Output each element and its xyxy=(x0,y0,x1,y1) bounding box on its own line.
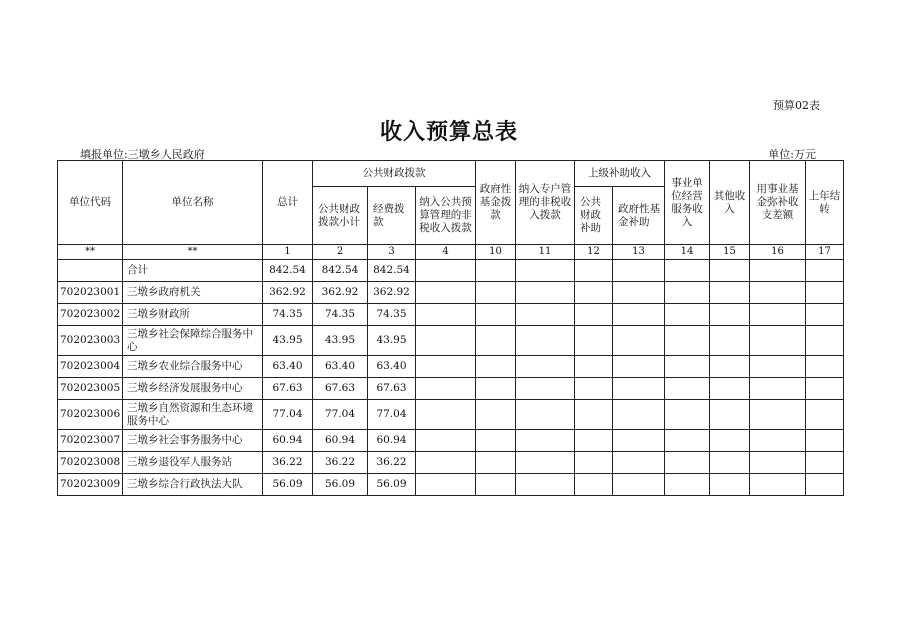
subtotal-cell: 43.95 xyxy=(313,326,368,356)
index-cell: 12 xyxy=(575,245,613,260)
empty-cell xyxy=(710,430,750,452)
table-row xyxy=(58,356,844,378)
subtotal-cell: 77.04 xyxy=(313,400,368,430)
total-cell: 56.09 xyxy=(263,474,313,496)
table-row xyxy=(58,326,844,356)
empty-cell xyxy=(665,326,710,356)
total-cell: 60.94 xyxy=(263,430,313,452)
name-cell: 三墩乡政府机关 xyxy=(123,282,263,304)
empty-cell xyxy=(416,400,476,430)
index-cell: 2 xyxy=(313,245,368,260)
empty-cell xyxy=(613,356,665,378)
budget-table xyxy=(57,160,844,496)
empty-cell xyxy=(710,304,750,326)
expense-cell: 43.95 xyxy=(368,326,416,356)
empty-cell xyxy=(575,356,613,378)
empty-cell xyxy=(476,474,516,496)
empty-cell xyxy=(750,304,806,326)
empty-cell xyxy=(476,430,516,452)
empty-cell xyxy=(575,400,613,430)
total-cell: 77.04 xyxy=(263,400,313,430)
empty-cell xyxy=(416,378,476,400)
code-cell: 702023004 xyxy=(58,356,123,378)
header-public-subtotal: 公共财政拨款小计 xyxy=(313,187,368,245)
empty-cell xyxy=(710,260,750,282)
table-row xyxy=(58,282,844,304)
empty-cell xyxy=(516,400,575,430)
empty-cell xyxy=(806,452,844,474)
table-row xyxy=(58,474,844,496)
empty-cell xyxy=(710,282,750,304)
empty-cell xyxy=(575,430,613,452)
index-cell: 16 xyxy=(750,245,806,260)
empty-cell xyxy=(665,356,710,378)
header-code: 单位代码 xyxy=(58,161,123,245)
empty-cell xyxy=(476,400,516,430)
empty-cell xyxy=(750,282,806,304)
empty-cell xyxy=(575,282,613,304)
code-cell: 702023002 xyxy=(58,304,123,326)
name-cell: 三墩乡社会事务服务中心 xyxy=(123,430,263,452)
empty-cell xyxy=(416,304,476,326)
empty-cell xyxy=(750,326,806,356)
empty-cell xyxy=(710,378,750,400)
empty-cell xyxy=(806,430,844,452)
empty-cell xyxy=(750,378,806,400)
code-cell xyxy=(58,260,123,282)
empty-cell xyxy=(665,474,710,496)
empty-cell xyxy=(613,474,665,496)
empty-cell xyxy=(806,260,844,282)
empty-cell xyxy=(575,304,613,326)
empty-cell xyxy=(750,400,806,430)
total-cell: 67.63 xyxy=(263,378,313,400)
empty-cell xyxy=(750,356,806,378)
index-cell: ** xyxy=(123,245,263,260)
code-cell: 702023001 xyxy=(58,282,123,304)
table-row xyxy=(58,304,844,326)
total-cell: 43.95 xyxy=(263,326,313,356)
empty-cell xyxy=(613,452,665,474)
empty-cell xyxy=(665,304,710,326)
empty-cell xyxy=(750,260,806,282)
code-cell: 702023009 xyxy=(58,474,123,496)
empty-cell xyxy=(516,282,575,304)
empty-cell xyxy=(710,400,750,430)
index-cell: 14 xyxy=(665,245,710,260)
table-row xyxy=(58,452,844,474)
header-other: 其他收入 xyxy=(710,161,750,245)
subtotal-cell: 842.54 xyxy=(313,260,368,282)
index-cell: 4 xyxy=(416,245,476,260)
empty-cell xyxy=(516,326,575,356)
form-code: 预算02表 xyxy=(773,99,820,112)
empty-cell xyxy=(476,260,516,282)
empty-cell xyxy=(416,326,476,356)
empty-cell xyxy=(665,452,710,474)
code-cell: 702023003 xyxy=(58,326,123,356)
empty-cell xyxy=(806,474,844,496)
empty-cell xyxy=(665,378,710,400)
header-nontax: 纳入公共预算管理的非税收入拨款 xyxy=(416,187,476,245)
page-title: 收入预算总表 xyxy=(379,120,518,145)
index-cell: 10 xyxy=(476,245,516,260)
header-biz-fund: 用事业基金弥补收支差额 xyxy=(750,161,806,245)
header-public-group: 公共财政拨款 xyxy=(313,161,476,187)
empty-cell xyxy=(516,378,575,400)
empty-cell xyxy=(516,304,575,326)
name-cell: 合计 xyxy=(123,260,263,282)
empty-cell xyxy=(613,400,665,430)
empty-cell xyxy=(806,400,844,430)
empty-cell xyxy=(613,326,665,356)
header-name: 单位名称 xyxy=(123,161,263,245)
empty-cell xyxy=(750,452,806,474)
table-row xyxy=(58,400,844,430)
empty-cell xyxy=(710,356,750,378)
empty-cell xyxy=(806,378,844,400)
index-cell: 13 xyxy=(613,245,665,260)
total-cell: 842.54 xyxy=(263,260,313,282)
empty-cell xyxy=(416,356,476,378)
name-cell: 三墩乡经济发展服务中心 xyxy=(123,378,263,400)
header-carryover: 上年结转 xyxy=(806,161,844,245)
subtotal-cell: 67.63 xyxy=(313,378,368,400)
name-cell: 三墩乡财政所 xyxy=(123,304,263,326)
header-biz-income: 事业单位经营服务收入 xyxy=(665,161,710,245)
subtotal-cell: 60.94 xyxy=(313,430,368,452)
empty-cell xyxy=(416,430,476,452)
empty-cell xyxy=(575,326,613,356)
empty-cell xyxy=(516,430,575,452)
subtotal-cell: 74.35 xyxy=(313,304,368,326)
empty-cell xyxy=(476,378,516,400)
empty-cell xyxy=(613,260,665,282)
empty-cell xyxy=(516,452,575,474)
empty-cell xyxy=(613,378,665,400)
header-special-nontax: 纳入专户管理的非税收入拨款 xyxy=(516,161,575,245)
total-cell: 362.92 xyxy=(263,282,313,304)
index-cell: 15 xyxy=(710,245,750,260)
header-upper-public: 公共财政补助 xyxy=(575,187,613,245)
code-cell: 702023007 xyxy=(58,430,123,452)
header-gov-fund: 政府性基金拨款 xyxy=(476,161,516,245)
code-cell: 702023008 xyxy=(58,452,123,474)
index-cell: 3 xyxy=(368,245,416,260)
expense-cell: 67.63 xyxy=(368,378,416,400)
empty-cell xyxy=(476,326,516,356)
subtotal-cell: 63.40 xyxy=(313,356,368,378)
table-row xyxy=(58,378,844,400)
empty-cell xyxy=(516,474,575,496)
filler-unit: 填报单位:三墩乡人民政府 xyxy=(80,148,205,161)
expense-cell: 362.92 xyxy=(368,282,416,304)
expense-cell: 842.54 xyxy=(368,260,416,282)
name-cell: 三墩乡社会保障综合服务中心 xyxy=(123,326,263,356)
subtotal-cell: 36.22 xyxy=(313,452,368,474)
index-cell: 11 xyxy=(516,245,575,260)
empty-cell xyxy=(516,356,575,378)
expense-cell: 74.35 xyxy=(368,304,416,326)
empty-cell xyxy=(476,452,516,474)
empty-cell xyxy=(806,356,844,378)
empty-cell xyxy=(710,326,750,356)
name-cell: 三墩乡农业综合服务中心 xyxy=(123,356,263,378)
table-row xyxy=(58,260,844,282)
index-cell: 1 xyxy=(263,245,313,260)
empty-cell xyxy=(710,474,750,496)
expense-cell: 63.40 xyxy=(368,356,416,378)
empty-cell xyxy=(476,356,516,378)
index-row xyxy=(58,245,844,260)
empty-cell xyxy=(575,378,613,400)
name-cell: 三墩乡退役军人服务站 xyxy=(123,452,263,474)
empty-cell xyxy=(416,282,476,304)
empty-cell xyxy=(516,260,575,282)
expense-cell: 36.22 xyxy=(368,452,416,474)
index-cell: ** xyxy=(58,245,123,260)
index-cell: 17 xyxy=(806,245,844,260)
total-cell: 36.22 xyxy=(263,452,313,474)
empty-cell xyxy=(416,452,476,474)
empty-cell xyxy=(575,260,613,282)
empty-cell xyxy=(806,282,844,304)
empty-cell xyxy=(575,452,613,474)
empty-cell xyxy=(806,326,844,356)
empty-cell xyxy=(710,452,750,474)
total-cell: 63.40 xyxy=(263,356,313,378)
name-cell: 三墩乡自然资源和生态环境服务中心 xyxy=(123,400,263,430)
empty-cell xyxy=(750,430,806,452)
empty-cell xyxy=(665,400,710,430)
expense-cell: 56.09 xyxy=(368,474,416,496)
empty-cell xyxy=(476,304,516,326)
money-unit: 单位:万元 xyxy=(768,148,816,161)
empty-cell xyxy=(665,430,710,452)
table-row xyxy=(58,430,844,452)
expense-cell: 77.04 xyxy=(368,400,416,430)
empty-cell xyxy=(665,260,710,282)
empty-cell xyxy=(613,282,665,304)
subtotal-cell: 56.09 xyxy=(313,474,368,496)
empty-cell xyxy=(476,282,516,304)
header-total: 总计 xyxy=(263,161,313,245)
empty-cell xyxy=(613,430,665,452)
empty-cell xyxy=(416,474,476,496)
empty-cell xyxy=(416,260,476,282)
header-expense: 经费拨款 xyxy=(368,187,416,245)
empty-cell xyxy=(575,474,613,496)
empty-cell xyxy=(665,282,710,304)
name-cell: 三墩乡综合行政执法大队 xyxy=(123,474,263,496)
subtotal-cell: 362.92 xyxy=(313,282,368,304)
header-upper-group: 上级补助收入 xyxy=(575,161,665,187)
empty-cell xyxy=(750,474,806,496)
expense-cell: 60.94 xyxy=(368,430,416,452)
total-cell: 74.35 xyxy=(263,304,313,326)
header-upper-fund: 政府性基金补助 xyxy=(613,187,665,245)
empty-cell xyxy=(806,304,844,326)
code-cell: 702023005 xyxy=(58,378,123,400)
code-cell: 702023006 xyxy=(58,400,123,430)
empty-cell xyxy=(613,304,665,326)
